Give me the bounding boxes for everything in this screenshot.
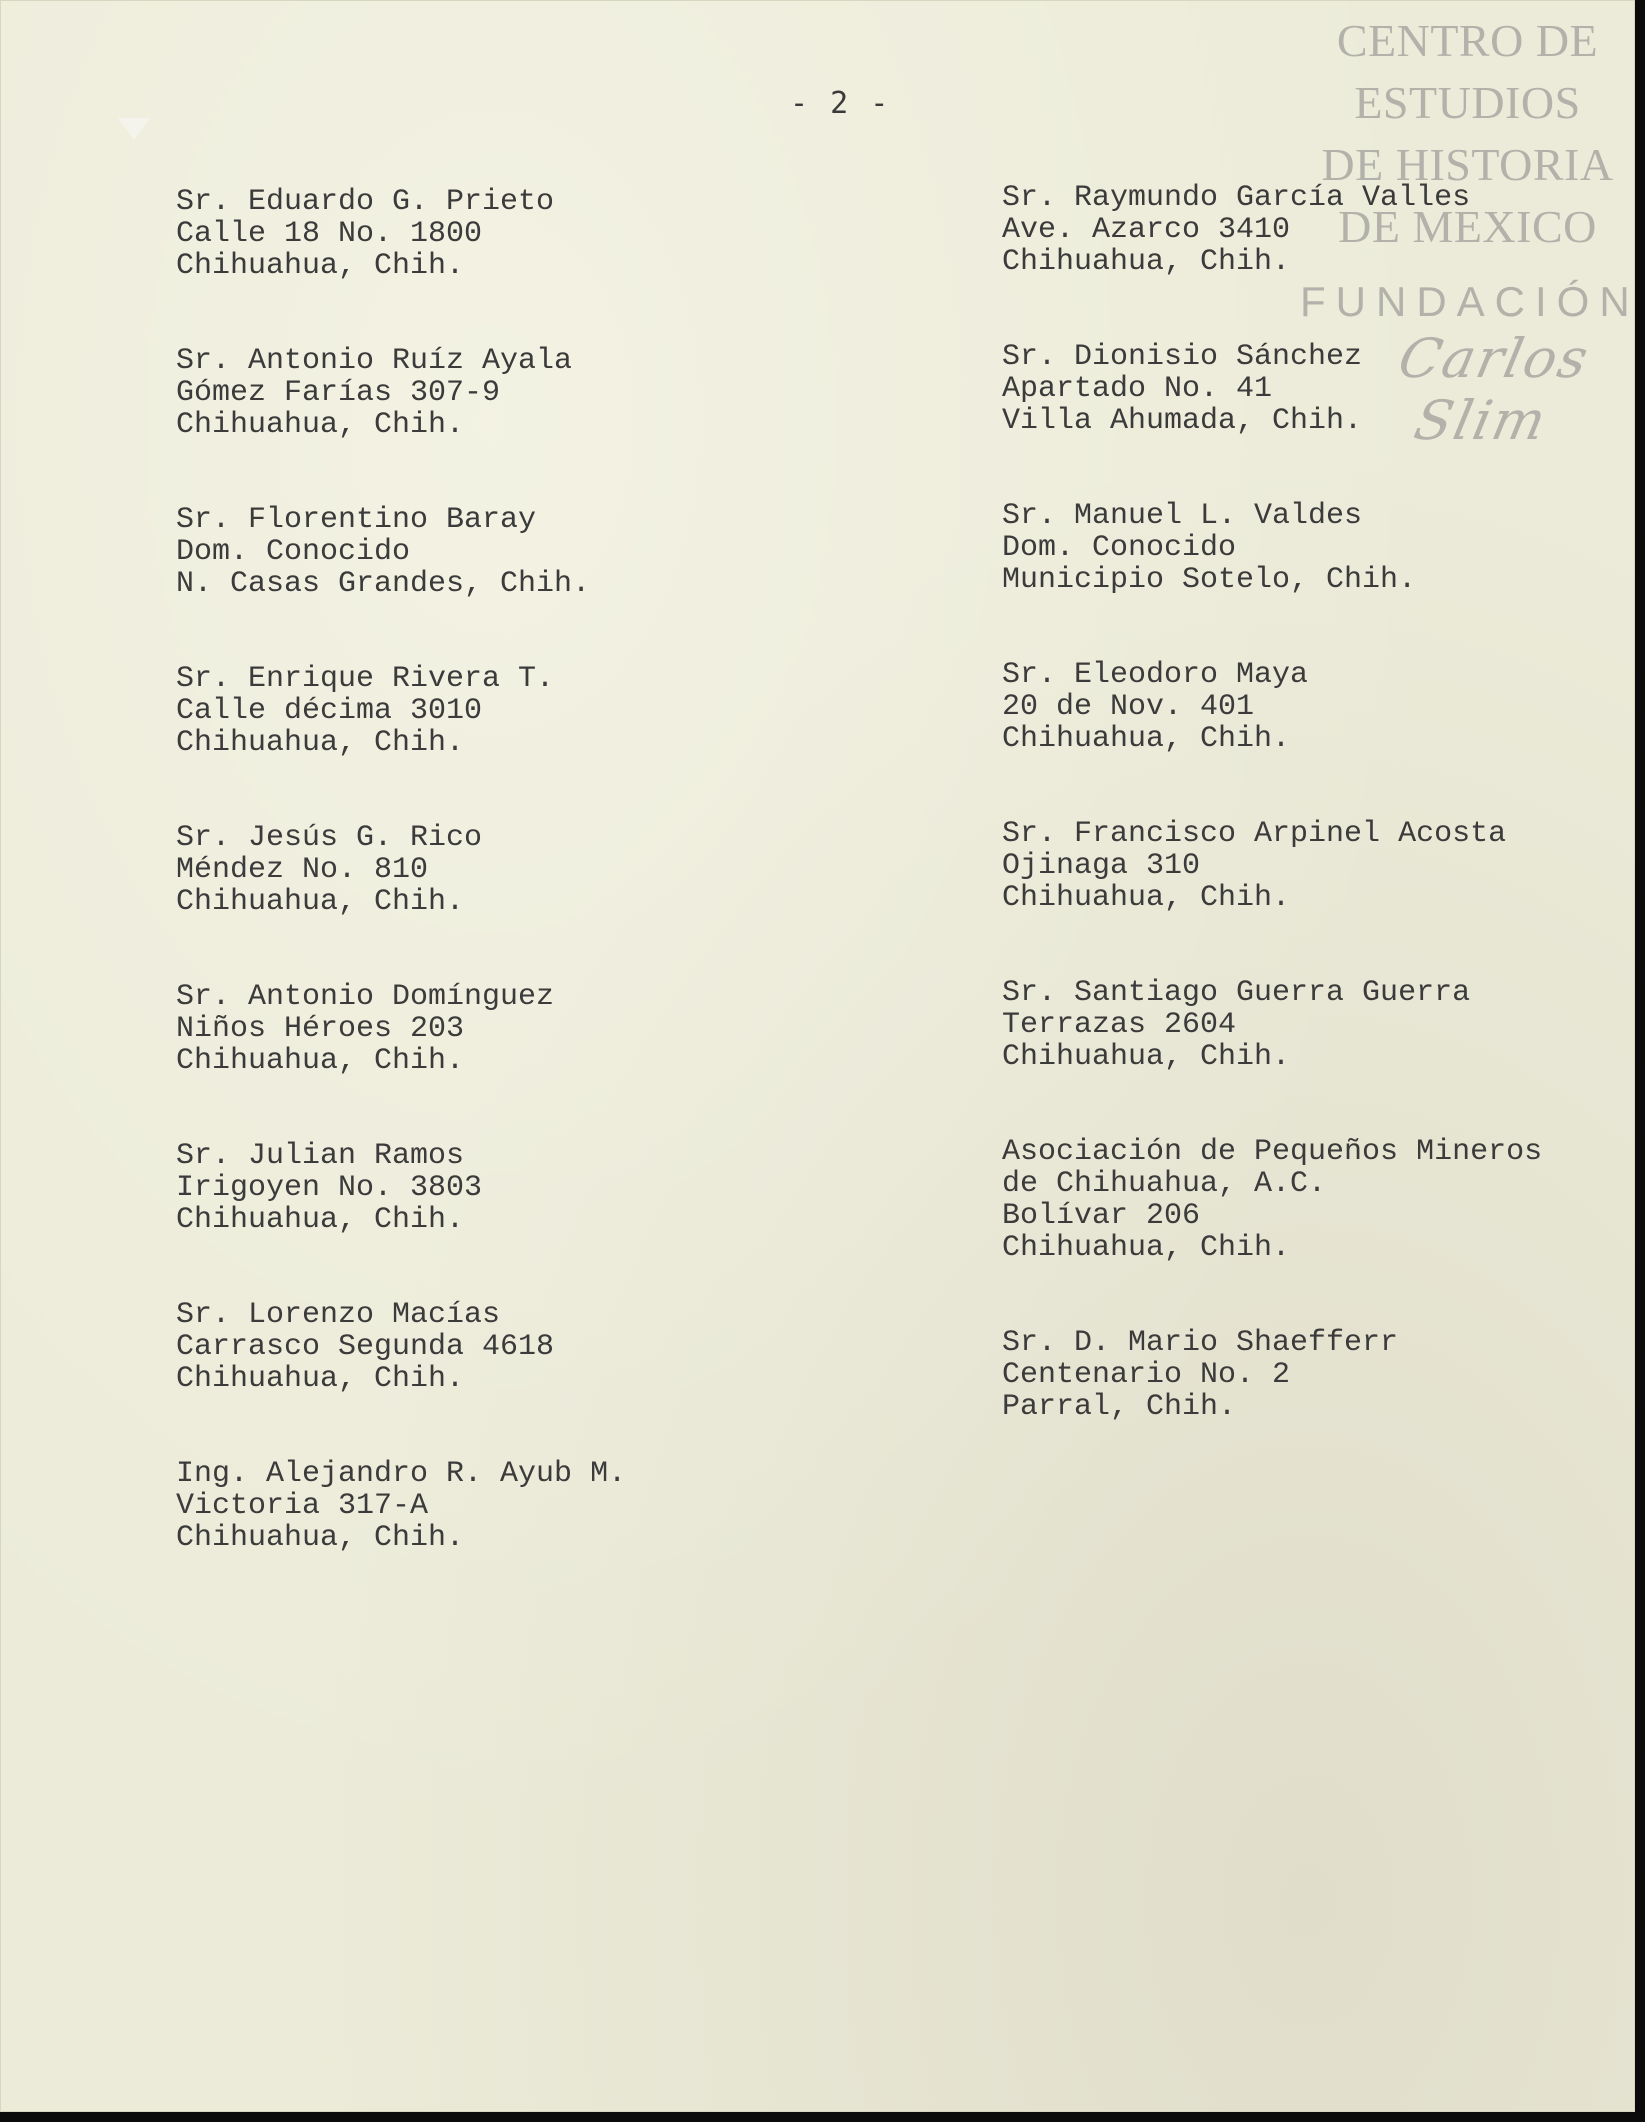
recipient-address: Méndez No. 810: [176, 853, 429, 887]
watermark-line-4: DE MEXICO: [1338, 201, 1597, 252]
address-entry: [1002, 341, 1622, 437]
recipient-city: Chihuahua, Chih.: [176, 1521, 465, 1555]
address-entry: [1002, 659, 1622, 755]
recipient-city: Parral, Chih.: [1002, 1390, 1237, 1424]
address-entry: [176, 345, 796, 441]
recipient-city: Chihuahua, Chih.: [176, 1203, 465, 1237]
recipient-name: Sr. Raymundo García Valles: [1002, 181, 1471, 215]
recipient-name: Sr. Florentino Baray: [176, 503, 537, 537]
recipient-city: Chihuahua, Chih.: [1002, 881, 1291, 915]
recipient-address: Irigoyen No. 3803: [176, 1171, 483, 1205]
address-entry: [176, 981, 796, 1077]
recipient-address: de Chihuahua, A.C.: [1002, 1167, 1327, 1201]
recipient-city: Chihuahua, Chih.: [176, 726, 465, 760]
recipient-address: Ojinaga 310: [1002, 849, 1201, 883]
recipient-name: Sr. Manuel L. Valdes: [1002, 499, 1363, 533]
address-entry: [176, 504, 796, 600]
recipient-name: Sr. Jesús G. Rico: [176, 821, 483, 855]
watermark-signature: Carlos Slim: [1393, 327, 1596, 452]
recipient-name: Sr. Dionisio Sánchez: [1002, 340, 1363, 374]
recipient-name: Ing. Alejandro R. Ayub M.: [176, 1457, 627, 1491]
recipient-name: Sr. D. Mario Shaefferr: [1002, 1326, 1399, 1360]
recipient-address: Centenario No. 2: [1002, 1358, 1291, 1392]
recipient-name: Sr. Antonio Ruíz Ayala: [176, 344, 573, 378]
recipient-city: Chihuahua, Chih.: [1002, 1040, 1291, 1074]
recipient-city: Villa Ahumada, Chih.: [1002, 404, 1363, 438]
address-list-left: [176, 186, 796, 1617]
recipient-address: Dom. Conocido: [1002, 531, 1237, 565]
recipient-address: Gómez Farías 307-9: [176, 376, 501, 410]
recipient-address: Victoria 317-A: [176, 1489, 429, 1523]
address-entry: [176, 1140, 796, 1236]
recipient-city: Municipio Sotelo, Chih.: [1002, 563, 1417, 597]
recipient-address: Dom. Conocido: [176, 535, 411, 569]
address-entry: [1002, 1136, 1622, 1264]
recipient-name: Sr. Eduardo G. Prieto: [176, 185, 555, 219]
watermark-foundation: FUNDACIÓN: [1300, 278, 1640, 325]
recipient-city: N. Casas Grandes, Chih.: [176, 567, 591, 601]
recipient-city: Chihuahua, Chih.: [176, 1362, 465, 1396]
watermark-line-1: CENTRO DE: [1336, 15, 1599, 66]
recipient-city: Chihuahua, Chih.: [1002, 722, 1291, 756]
recipient-city: Chihuahua, Chih.: [1002, 1231, 1291, 1265]
address-list-right: [1002, 182, 1622, 1486]
recipient-city: Chihuahua, Chih.: [176, 408, 465, 442]
address-entry: [1002, 182, 1622, 278]
corner-tear-mark: [118, 118, 150, 140]
recipient-address: Ave. Azarco 3410: [1002, 213, 1291, 247]
recipient-address: Calle décima 3010: [176, 694, 483, 728]
address-entry: [1002, 1327, 1622, 1423]
recipient-name: Sr. Antonio Domínguez: [176, 980, 555, 1014]
recipient-address: Niños Héroes 203: [176, 1012, 465, 1046]
recipient-city: Chihuahua, Chih.: [176, 1044, 465, 1078]
recipient-address: Calle 18 No. 1800: [176, 217, 483, 251]
recipient-name: Asociación de Pequeños Mineros: [1002, 1135, 1543, 1169]
address-entry: [176, 1458, 796, 1554]
watermark-line-2: ESTUDIOS: [1354, 77, 1581, 128]
address-entry: [1002, 977, 1622, 1073]
address-entry: [176, 186, 796, 282]
recipient-address: Apartado No. 41: [1002, 372, 1273, 406]
watermark-line-3: DE HISTORIA: [1321, 139, 1614, 190]
address-entry: [176, 1299, 796, 1395]
address-entry: [176, 663, 796, 759]
recipient-address: 20 de Nov. 401: [1002, 690, 1255, 724]
recipient-address: Terrazas 2604: [1002, 1008, 1237, 1042]
recipient-name: Sr. Julian Ramos: [176, 1139, 465, 1173]
recipient-name: Sr. Santiago Guerra Guerra: [1002, 976, 1471, 1010]
recipient-name: Sr. Francisco Arpinel Acosta: [1002, 817, 1507, 851]
recipient-name: Sr. Eleodoro Maya: [1002, 658, 1309, 692]
address-entry: [1002, 500, 1622, 596]
recipient-city: Chihuahua, Chih.: [1002, 245, 1291, 279]
page-number: - 2 -: [790, 86, 891, 121]
recipient-address: Carrasco Segunda 4618: [176, 1330, 555, 1364]
recipient-address-line-2: Bolívar 206: [1002, 1199, 1201, 1233]
recipient-name: Sr. Enrique Rivera T.: [176, 662, 555, 696]
address-entry: [176, 822, 796, 918]
recipient-name: Sr. Lorenzo Macías: [176, 1298, 501, 1332]
address-entry: [1002, 818, 1622, 914]
recipient-city: Chihuahua, Chih.: [176, 885, 465, 919]
recipient-city: Chihuahua, Chih.: [176, 249, 465, 283]
